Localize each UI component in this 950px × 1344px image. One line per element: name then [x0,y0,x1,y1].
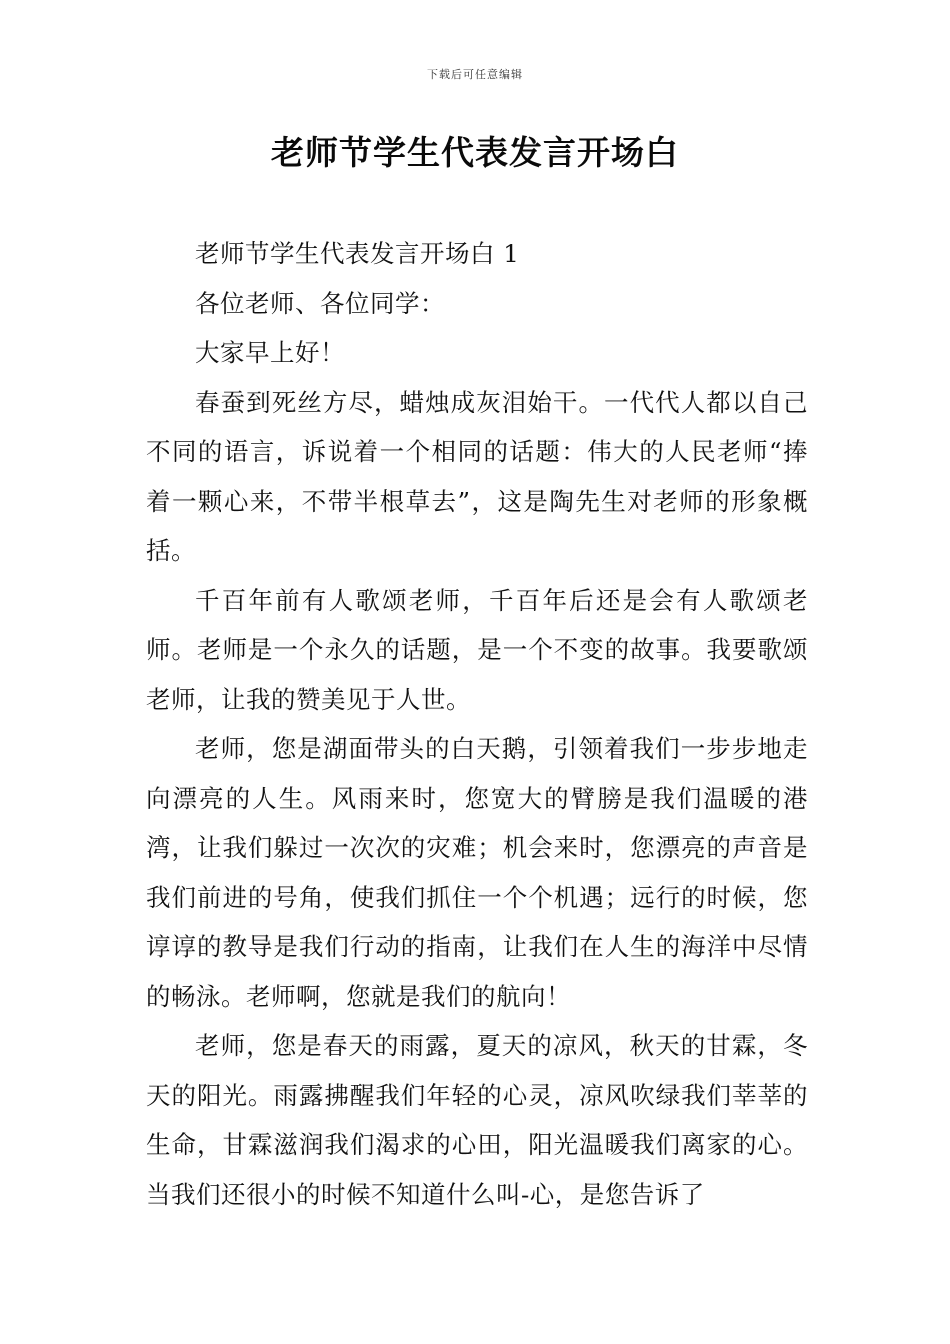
paragraph: 春蚕到死丝方尽，蜡烛成灰泪始干。一代代人都以自己不同的语言，诉说着一个相同的话题：伟大的人民老师“捧着一颗心来，不带半根草去”，这是陶先生对老师的形象概括。 [146,387,808,565]
document-body [146,229,808,1219]
paragraph-greeting: 各位老师、各位同学： [195,288,445,318]
paragraph-subtitle: 老师节学生代表发言开场白 1 [195,239,520,268]
document-title: 老师节学生代表发言开场白 [271,133,679,172]
header-note: 下载后可任意编辑 [427,68,523,81]
paragraph: 老师，您是湖面带头的白天鹅，引领着我们一步步地走向漂亮的人生。风雨来时，您宽大的臂膀是我们温暖的港湾，让我们躲过一次次的灾难；机会来时，您漂亮的声音是我们前进的号角，使我们抓住一个个机遇；远行的时候，您谆谆的教导是我们行动的指南，让我们在人生的海洋中尽情的畅泳。老师啊，您就是我们的航向！ [146,734,808,1011]
paragraph-good-morning: 大家早上好！ [195,338,345,367]
paragraph: 千百年前有人歌颂老师，千百年后还是会有人歌颂老师。老师是一个永久的话题，是一个不变的故事。我要歌颂老师，让我的赞美见于人世。 [146,585,808,714]
paragraph: 老师，您是春天的雨露，夏天的凉风，秋天的甘霖，冬天的阳光。雨露拂醒我们年轻的心灵，凉风吹绿我们莘莘的生命，甘霖滋润我们渴求的心田，阳光温暖我们离家的心。当我们还很小的时候不知道什么叫-心，是您告诉了 [146,1031,808,1209]
